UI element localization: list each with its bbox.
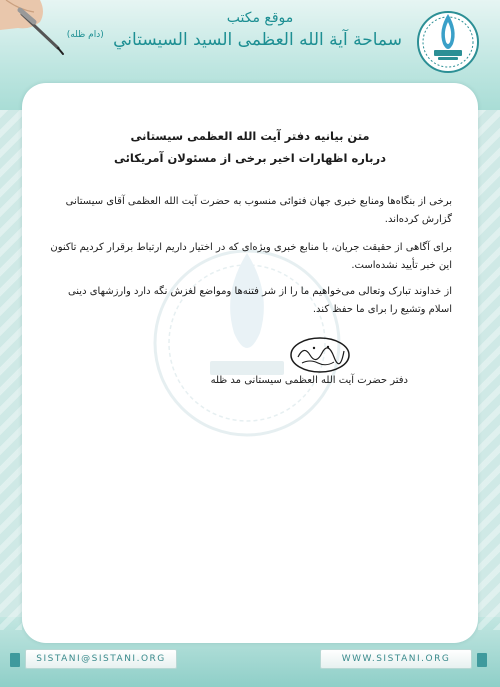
seal-stamp-icon: [288, 335, 352, 375]
footer-mark-right: [477, 653, 487, 667]
footer-mark-left: [10, 653, 20, 667]
left-pattern: [0, 110, 22, 630]
site-title-text: سماحة آية الله العظمى السيد السيستاني: [113, 30, 402, 50]
paragraph-1: برخی از بنگاه‌ها ومنابع خبری جهان فتوائی منسوب به حضرت آیت الله العظمی آقای سیستانی گزارش کرده‌اند.: [65, 196, 452, 225]
paragraph-3: از خداوند تبارک وتعالی می‌خواهیم ما را از شر فتنه‌ها ومواضع لغزش نگه دارد وارزشهای دینی اسلام وتشیع را برای ما حفظ کند.: [67, 286, 452, 315]
paragraph-2: برای آگاهی از حقیقت جریان، با منابع خبری ویژه‌ای که در اختیار داریم ارتباط برقرار کردیم تاکنون این خبر تأیید نشده‌است.: [50, 242, 452, 271]
emblem-logo-icon: [412, 4, 484, 76]
title-badge: (دام ظله): [66, 30, 104, 40]
email-link[interactable]: SISTANI@SISTANI.ORG: [25, 649, 177, 669]
website-link[interactable]: WWW.SISTANI.ORG: [320, 649, 472, 669]
site-title: [66, 30, 402, 50]
right-pattern: [478, 110, 500, 630]
document-heading-2: درباره اظهارات اخیر برخی از مسئولان آمریکائی: [113, 151, 387, 165]
document-heading-1: متن بیانیه دفتر آیت الله العظمی سیستانی: [130, 129, 370, 143]
document-paper: [22, 83, 478, 643]
signature-line: دفتر حضرت آیت الله العظمی سیستانی مد ظله: [210, 375, 408, 386]
site-label: موقع مكتب: [226, 10, 294, 26]
